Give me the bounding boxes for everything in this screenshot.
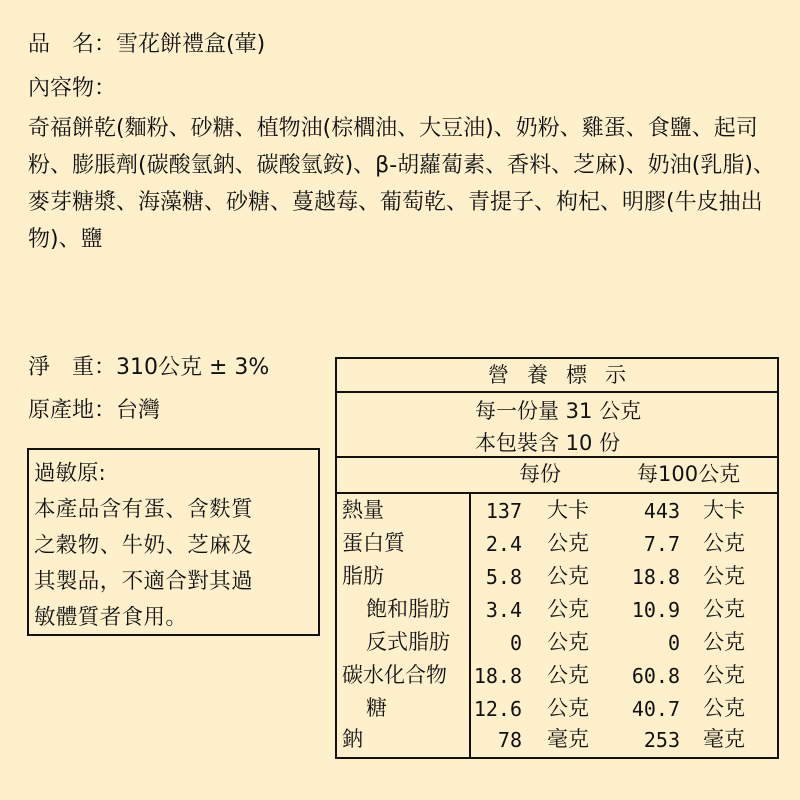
allergen-line: 之穀物、牛奶、芝麻及	[34, 533, 254, 558]
per-serving-unit: 公克	[547, 597, 589, 621]
divider	[337, 391, 777, 393]
per-100g-unit: 公克	[703, 564, 745, 588]
divider	[337, 492, 777, 494]
per-100g-value: 253	[643, 728, 680, 752]
nutrient-name: 鈉	[342, 727, 363, 751]
per-serving-value: 2.4	[485, 532, 522, 556]
per-100g-unit: 毫克	[703, 727, 745, 751]
per-100g-unit: 公克	[703, 663, 745, 687]
per-serving-unit: 公克	[547, 564, 589, 588]
per-100g-unit: 大卡	[703, 498, 745, 522]
per-serving-unit: 毫克	[547, 727, 589, 751]
per-100g-unit: 公克	[703, 531, 745, 555]
product-name-label: 品 名：	[28, 32, 117, 57]
per-100g-value: 10.9	[631, 598, 680, 622]
per-serving-unit: 公克	[547, 696, 589, 720]
product-name: 雪花餅禮盒(葷)	[116, 32, 266, 57]
ingredients-text: 奇福餅乾(麵粉、砂糖、植物油(棕櫚油、大豆油)、奶粉、雞蛋、食鹽、起司粉、膨脹劑(碳酸氫鈉、碳酸氫銨)、β-胡蘿蔔素、香料、芝麻)、奶油(乳脂)、麥芽糖漿、海藻糖、砂糖、蔓越莓、葡萄乾、青提子、枸杞、明膠(牛皮抽出物)、鹽	[28, 116, 775, 252]
per-serving-value: 5.8	[485, 565, 522, 589]
net-weight-value: 310公克 ± 3%	[116, 355, 270, 380]
allergen-line: 其製品，不適合對其過	[34, 569, 254, 594]
per-100g-unit: 公克	[703, 696, 745, 720]
per-100g-value: 7.7	[643, 532, 680, 556]
net-weight-line	[28, 351, 269, 385]
per-100g-value: 40.7	[631, 697, 680, 721]
origin-line	[28, 394, 160, 428]
per-serving-value: 12.6	[473, 697, 522, 721]
net-weight-label: 淨 重：	[28, 355, 117, 380]
nutrient-name: 蛋白質	[342, 531, 405, 555]
per-serving-unit: 大卡	[547, 498, 589, 522]
nutrient-name: 糖	[366, 696, 387, 720]
nutrient-name: 碳水化合物	[342, 663, 447, 687]
nutrient-name: 熱量	[342, 498, 384, 522]
per-serving-value: 137	[485, 499, 522, 523]
per-serving-value: 3.4	[485, 598, 522, 622]
contents-label: 內容物：	[28, 76, 117, 101]
per-serving-value: 0	[509, 631, 522, 655]
nutrition-table	[335, 357, 779, 759]
col-header-per-serving: 每份	[519, 462, 561, 486]
serving-size: 每一份量 31 公克	[475, 399, 642, 423]
nutrient-name: 脂肪	[342, 564, 384, 588]
per-100g-value: 0	[667, 631, 680, 655]
per-serving-unit: 公克	[547, 663, 589, 687]
nutrient-name: 飽和脂肪	[366, 597, 450, 621]
per-serving-unit: 公克	[547, 531, 589, 555]
origin-value: 台灣	[116, 398, 161, 423]
per-100g-value: 18.8	[631, 565, 680, 589]
per-100g-unit: 公克	[703, 630, 745, 654]
nutrient-name: 反式脂肪	[366, 630, 450, 654]
per-serving-value: 18.8	[473, 664, 522, 688]
allergen-line: 本產品含有蛋、含麩質	[34, 497, 254, 522]
origin-label: 原產地：	[28, 398, 117, 423]
servings-per-pack: 本包裝含 10 份	[475, 431, 621, 455]
nutrition-title: 營養標示	[488, 363, 644, 387]
allergen-title: 過敏原:	[34, 461, 106, 486]
product-name-line	[28, 28, 265, 62]
per-100g-value: 443	[643, 499, 680, 523]
per-100g-value: 60.8	[631, 664, 680, 688]
allergen-box	[27, 448, 320, 636]
per-serving-unit: 公克	[547, 630, 589, 654]
col-header-per-100g: 每100公克	[637, 462, 741, 486]
allergen-line: 敏體質者食用。	[34, 605, 188, 630]
per-serving-value: 78	[497, 728, 522, 752]
per-100g-unit: 公克	[703, 597, 745, 621]
